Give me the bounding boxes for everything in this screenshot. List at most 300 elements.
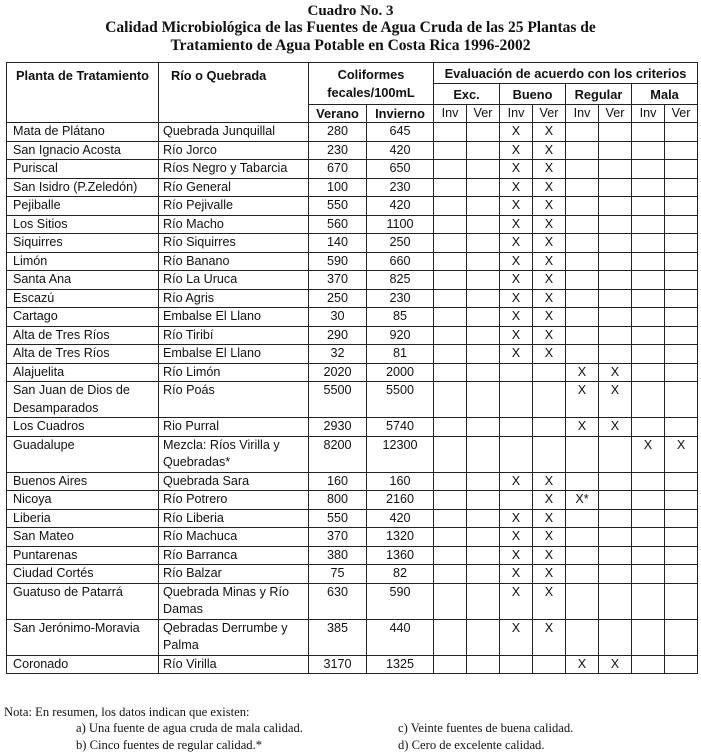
exc-ver-mark	[467, 418, 500, 437]
mala-inv-mark	[632, 141, 665, 160]
regular-inv-mark	[566, 583, 599, 619]
exc-ver-mark	[467, 271, 500, 290]
regular-inv-mark	[566, 345, 599, 364]
bueno-inv-mark: X	[500, 160, 533, 179]
bueno-ver-mark: X	[533, 123, 566, 142]
river-name-cell: Río La Uruca	[159, 271, 309, 290]
regular-inv-mark	[566, 565, 599, 584]
bueno-ver-mark: X	[533, 546, 566, 565]
exc-ver-mark	[467, 565, 500, 584]
bueno-ver-mark: X	[533, 160, 566, 179]
exc-ver-mark	[467, 308, 500, 327]
header-mala: Mala	[632, 84, 698, 105]
header-bueno: Bueno	[500, 84, 566, 105]
exc-inv-mark	[434, 528, 467, 547]
regular-inv-mark	[566, 271, 599, 290]
exc-inv-mark	[434, 491, 467, 510]
regular-ver-mark	[599, 234, 632, 253]
mala-ver-mark	[665, 382, 698, 418]
bueno-ver-mark: X	[533, 583, 566, 619]
mala-inv-mark	[632, 289, 665, 308]
verano-value-cell: 3170	[309, 655, 367, 674]
bueno-ver-mark: X	[533, 509, 566, 528]
mala-ver-mark	[665, 363, 698, 382]
exc-ver-mark	[467, 491, 500, 510]
note-b: b) Cinco fuentes de regular calidad.*	[76, 738, 263, 752]
bueno-inv-mark: X	[500, 509, 533, 528]
exc-inv-mark	[434, 472, 467, 491]
regular-ver-mark	[599, 160, 632, 179]
exc-ver-mark	[467, 436, 500, 472]
regular-ver-mark	[599, 546, 632, 565]
mala-inv-mark	[632, 271, 665, 290]
mala-inv-mark	[632, 491, 665, 510]
exc-inv-mark	[434, 619, 467, 655]
header-regular-ver: Ver	[599, 105, 632, 123]
invierno-value-cell: 2160	[367, 491, 434, 510]
invierno-value-cell: 920	[367, 326, 434, 345]
regular-ver-mark	[599, 509, 632, 528]
exc-inv-mark	[434, 160, 467, 179]
bueno-inv-mark: X	[500, 141, 533, 160]
verano-value-cell: 370	[309, 271, 367, 290]
bueno-ver-mark: X	[533, 619, 566, 655]
bueno-ver-mark: X	[533, 491, 566, 510]
exc-inv-mark	[434, 326, 467, 345]
bueno-inv-mark: X	[500, 619, 533, 655]
header-mala-inv: Inv	[632, 105, 665, 123]
invierno-value-cell: 1100	[367, 215, 434, 234]
verano-value-cell: 670	[309, 160, 367, 179]
regular-ver-mark	[599, 528, 632, 547]
mala-inv-mark	[632, 197, 665, 216]
plant-name-cell: Ciudad Cortés	[7, 565, 159, 584]
exc-ver-mark	[467, 363, 500, 382]
regular-inv-mark: X	[566, 382, 599, 418]
table-row	[7, 215, 698, 234]
table-row	[7, 271, 698, 290]
header-regular-inv: Inv	[566, 105, 599, 123]
verano-value-cell: 5500	[309, 382, 367, 418]
river-name-cell: Río Siquirres	[159, 234, 309, 253]
exc-ver-mark	[467, 655, 500, 674]
verano-value-cell: 380	[309, 546, 367, 565]
mala-inv-mark	[632, 215, 665, 234]
bueno-ver-mark: X	[533, 308, 566, 327]
table-row	[7, 345, 698, 364]
bueno-inv-mark: X	[500, 583, 533, 619]
river-name-cell: Embalse El Llano	[159, 345, 309, 364]
river-name-cell: Río Banano	[159, 252, 309, 271]
exc-inv-mark	[434, 197, 467, 216]
regular-inv-mark	[566, 252, 599, 271]
verano-value-cell: 30	[309, 308, 367, 327]
mala-inv-mark	[632, 308, 665, 327]
plant-name-cell: San Jerónimo-Moravia	[7, 619, 159, 655]
bueno-ver-mark: X	[533, 565, 566, 584]
river-name-cell: Embalse El Llano	[159, 308, 309, 327]
bueno-inv-mark: X	[500, 215, 533, 234]
plant-name-cell: Cartago	[7, 308, 159, 327]
mala-ver-mark	[665, 197, 698, 216]
bueno-ver-mark	[533, 436, 566, 472]
plant-name-cell: Buenos Aires	[7, 472, 159, 491]
mala-ver-mark	[665, 509, 698, 528]
plant-name-cell: Siquirres	[7, 234, 159, 253]
verano-value-cell: 32	[309, 345, 367, 364]
regular-ver-mark: X	[599, 655, 632, 674]
bueno-inv-mark: X	[500, 565, 533, 584]
invierno-value-cell: 645	[367, 123, 434, 142]
regular-inv-mark	[566, 308, 599, 327]
table-row	[7, 491, 698, 510]
mala-ver-mark	[665, 178, 698, 197]
table-row	[7, 123, 698, 142]
verano-value-cell: 140	[309, 234, 367, 253]
exc-ver-mark	[467, 583, 500, 619]
plant-name-cell: Guatuso de Patarrá	[7, 583, 159, 619]
mala-inv-mark	[632, 583, 665, 619]
table-row	[7, 509, 698, 528]
regular-ver-mark	[599, 123, 632, 142]
bueno-ver-mark: X	[533, 197, 566, 216]
table-row	[7, 160, 698, 179]
bueno-ver-mark: X	[533, 178, 566, 197]
bueno-ver-mark: X	[533, 326, 566, 345]
exc-ver-mark	[467, 215, 500, 234]
river-name-cell: Rio Purral	[159, 418, 309, 437]
bueno-inv-mark: X	[500, 528, 533, 547]
river-name-cell: Río Poás	[159, 382, 309, 418]
bueno-ver-mark: X	[533, 252, 566, 271]
mala-inv-mark	[632, 472, 665, 491]
table-title-line1: Calidad Microbiológica de las Fuentes de Agua Cruda de las 25 Plantas de	[105, 19, 596, 36]
table-row	[7, 382, 698, 418]
invierno-value-cell: 825	[367, 271, 434, 290]
exc-inv-mark	[434, 234, 467, 253]
plant-name-cell: Santa Ana	[7, 271, 159, 290]
header-bueno-ver: Ver	[533, 105, 566, 123]
header-exc-ver: Ver	[467, 105, 500, 123]
bueno-inv-mark: X	[500, 546, 533, 565]
table-row	[7, 418, 698, 437]
invierno-value-cell: 5500	[367, 382, 434, 418]
regular-ver-mark	[599, 619, 632, 655]
regular-ver-mark	[599, 436, 632, 472]
invierno-value-cell: 160	[367, 472, 434, 491]
regular-ver-mark	[599, 583, 632, 619]
header-invierno: Invierno	[367, 105, 434, 123]
verano-value-cell: 550	[309, 509, 367, 528]
bueno-ver-mark	[533, 655, 566, 674]
invierno-value-cell: 81	[367, 345, 434, 364]
river-name-cell: Mezcla: Ríos Virilla y Quebradas*	[159, 436, 309, 472]
plant-name-cell: San Ignacio Acosta	[7, 141, 159, 160]
mala-ver-mark	[665, 528, 698, 547]
invierno-value-cell: 650	[367, 160, 434, 179]
mala-ver-mark	[665, 619, 698, 655]
mala-inv-mark	[632, 178, 665, 197]
verano-value-cell: 2020	[309, 363, 367, 382]
mala-inv-mark	[632, 565, 665, 584]
mala-ver-mark	[665, 655, 698, 674]
exc-ver-mark	[467, 345, 500, 364]
invierno-value-cell: 440	[367, 619, 434, 655]
exc-ver-mark	[467, 234, 500, 253]
plant-name-cell: Alajuelita	[7, 363, 159, 382]
header-bueno-inv: Inv	[500, 105, 533, 123]
mala-inv-mark: X	[632, 436, 665, 472]
exc-inv-mark	[434, 308, 467, 327]
exc-inv-mark	[434, 289, 467, 308]
verano-value-cell: 160	[309, 472, 367, 491]
verano-value-cell: 250	[309, 289, 367, 308]
exc-ver-mark	[467, 472, 500, 491]
table-row	[7, 308, 698, 327]
mala-ver-mark	[665, 123, 698, 142]
plant-name-cell: Coronado	[7, 655, 159, 674]
invierno-value-cell: 1360	[367, 546, 434, 565]
plant-name-cell: Alta de Tres Ríos	[7, 326, 159, 345]
mala-ver-mark	[665, 418, 698, 437]
water-quality-table	[6, 62, 698, 674]
exc-inv-mark	[434, 382, 467, 418]
verano-value-cell: 2930	[309, 418, 367, 437]
verano-value-cell: 800	[309, 491, 367, 510]
note-intro: Nota: En resumen, los datos indican que existen:	[4, 705, 250, 719]
header-exc-inv: Inv	[434, 105, 467, 123]
invierno-value-cell: 230	[367, 178, 434, 197]
regular-inv-mark	[566, 141, 599, 160]
regular-ver-mark: X	[599, 363, 632, 382]
river-name-cell: Río Barranca	[159, 546, 309, 565]
plant-name-cell: Liberia	[7, 509, 159, 528]
verano-value-cell: 560	[309, 215, 367, 234]
mala-inv-mark	[632, 326, 665, 345]
regular-ver-mark	[599, 141, 632, 160]
river-name-cell: Río Virilla	[159, 655, 309, 674]
verano-value-cell: 550	[309, 197, 367, 216]
verano-value-cell: 630	[309, 583, 367, 619]
mala-ver-mark	[665, 252, 698, 271]
river-name-cell: Río Limón	[159, 363, 309, 382]
river-name-cell: Río Macho	[159, 215, 309, 234]
river-name-cell: Río Tiribí	[159, 326, 309, 345]
river-name-cell: Río Potrero	[159, 491, 309, 510]
plant-name-cell: San Isidro (P.Zeledón)	[7, 178, 159, 197]
regular-inv-mark	[566, 178, 599, 197]
river-name-cell: Río Machuca	[159, 528, 309, 547]
bueno-inv-mark: X	[500, 345, 533, 364]
plant-name-cell: Mata de Plátano	[7, 123, 159, 142]
river-name-cell: Río Liberia	[159, 509, 309, 528]
river-name-cell: Río Pejivalle	[159, 197, 309, 216]
invierno-value-cell: 420	[367, 141, 434, 160]
verano-value-cell: 290	[309, 326, 367, 345]
plant-name-cell: Los Sitios	[7, 215, 159, 234]
bueno-inv-mark	[500, 363, 533, 382]
bueno-inv-mark: X	[500, 289, 533, 308]
mala-inv-mark	[632, 619, 665, 655]
verano-value-cell: 100	[309, 178, 367, 197]
plant-name-cell: Guadalupe	[7, 436, 159, 472]
bueno-ver-mark: X	[533, 215, 566, 234]
regular-ver-mark	[599, 308, 632, 327]
bueno-inv-mark: X	[500, 178, 533, 197]
bueno-inv-mark: X	[500, 472, 533, 491]
exc-ver-mark	[467, 141, 500, 160]
bueno-inv-mark: X	[500, 326, 533, 345]
regular-inv-mark	[566, 472, 599, 491]
exc-inv-mark	[434, 271, 467, 290]
exc-inv-mark	[434, 436, 467, 472]
exc-ver-mark	[467, 289, 500, 308]
river-name-cell: Río Jorco	[159, 141, 309, 160]
mala-inv-mark	[632, 655, 665, 674]
regular-ver-mark: X	[599, 418, 632, 437]
regular-ver-mark	[599, 252, 632, 271]
plant-name-cell: Limón	[7, 252, 159, 271]
mala-ver-mark	[665, 215, 698, 234]
mala-ver-mark: X	[665, 436, 698, 472]
table-title-line2: Tratamiento de Agua Potable en Costa Rica 1996-2002	[170, 37, 531, 54]
invierno-value-cell: 660	[367, 252, 434, 271]
table-body	[7, 123, 698, 674]
plant-name-cell: Pejiballe	[7, 197, 159, 216]
regular-inv-mark	[566, 215, 599, 234]
regular-ver-mark	[599, 472, 632, 491]
note-a: a) Una fuente de agua cruda de mala calidad.	[76, 721, 303, 735]
exc-ver-mark	[467, 619, 500, 655]
header-river: Río o Quebrada	[159, 63, 309, 123]
mala-inv-mark	[632, 418, 665, 437]
bueno-ver-mark	[533, 363, 566, 382]
plant-name-cell: Alta de Tres Ríos	[7, 345, 159, 364]
regular-inv-mark	[566, 289, 599, 308]
river-name-cell: Río Agris	[159, 289, 309, 308]
exc-inv-mark	[434, 141, 467, 160]
exc-inv-mark	[434, 565, 467, 584]
exc-inv-mark	[434, 509, 467, 528]
mala-ver-mark	[665, 546, 698, 565]
header-regular: Regular	[566, 84, 632, 105]
exc-inv-mark	[434, 363, 467, 382]
regular-ver-mark	[599, 565, 632, 584]
invierno-value-cell: 5740	[367, 418, 434, 437]
bueno-ver-mark: X	[533, 141, 566, 160]
verano-value-cell: 385	[309, 619, 367, 655]
bueno-inv-mark: X	[500, 271, 533, 290]
table-row	[7, 141, 698, 160]
exc-inv-mark	[434, 546, 467, 565]
bueno-inv-mark: X	[500, 308, 533, 327]
exc-inv-mark	[434, 418, 467, 437]
regular-ver-mark	[599, 491, 632, 510]
bueno-ver-mark	[533, 418, 566, 437]
exc-ver-mark	[467, 382, 500, 418]
bueno-ver-mark: X	[533, 234, 566, 253]
regular-inv-mark	[566, 160, 599, 179]
invierno-value-cell: 590	[367, 583, 434, 619]
exc-inv-mark	[434, 345, 467, 364]
header-coliform: Coliformes fecales/100mL	[309, 63, 434, 105]
exc-ver-mark	[467, 326, 500, 345]
regular-ver-mark	[599, 215, 632, 234]
regular-ver-mark	[599, 326, 632, 345]
table-row	[7, 363, 698, 382]
bueno-inv-mark: X	[500, 123, 533, 142]
plant-name-cell: San Mateo	[7, 528, 159, 547]
mala-inv-mark	[632, 546, 665, 565]
bueno-ver-mark: X	[533, 271, 566, 290]
mala-ver-mark	[665, 271, 698, 290]
exc-ver-mark	[467, 178, 500, 197]
regular-inv-mark	[566, 234, 599, 253]
bueno-ver-mark: X	[533, 289, 566, 308]
regular-ver-mark	[599, 178, 632, 197]
table-row	[7, 583, 698, 619]
invierno-value-cell: 85	[367, 308, 434, 327]
regular-inv-mark	[566, 123, 599, 142]
mala-inv-mark	[632, 509, 665, 528]
mala-inv-mark	[632, 382, 665, 418]
exc-ver-mark	[467, 123, 500, 142]
mala-ver-mark	[665, 308, 698, 327]
invierno-value-cell: 420	[367, 197, 434, 216]
table-row	[7, 565, 698, 584]
river-name-cell: Quebrada Minas y Río Damas	[159, 583, 309, 619]
plant-name-cell: Los Cuadros	[7, 418, 159, 437]
river-name-cell: Ríos Negro y Tabarcia	[159, 160, 309, 179]
exc-inv-mark	[434, 123, 467, 142]
mala-inv-mark	[632, 345, 665, 364]
exc-ver-mark	[467, 546, 500, 565]
header-mala-ver: Ver	[665, 105, 698, 123]
plant-name-cell: Escazú	[7, 289, 159, 308]
header-evaluation: Evaluación de acuerdo con los criterios	[434, 63, 698, 84]
mala-inv-mark	[632, 363, 665, 382]
regular-inv-mark	[566, 326, 599, 345]
exc-ver-mark	[467, 160, 500, 179]
exc-ver-mark	[467, 509, 500, 528]
invierno-value-cell: 1320	[367, 528, 434, 547]
bueno-ver-mark: X	[533, 472, 566, 491]
regular-inv-mark: X	[566, 418, 599, 437]
invierno-value-cell: 1325	[367, 655, 434, 674]
bueno-inv-mark: X	[500, 234, 533, 253]
bueno-ver-mark: X	[533, 345, 566, 364]
regular-inv-mark: X*	[566, 491, 599, 510]
table-row	[7, 472, 698, 491]
bueno-inv-mark	[500, 491, 533, 510]
mala-ver-mark	[665, 345, 698, 364]
river-name-cell: Río General	[159, 178, 309, 197]
regular-ver-mark	[599, 345, 632, 364]
bueno-inv-mark	[500, 436, 533, 472]
table-number: Cuadro No. 3	[307, 3, 394, 19]
mala-ver-mark	[665, 565, 698, 584]
mala-ver-mark	[665, 234, 698, 253]
mala-ver-mark	[665, 326, 698, 345]
table-row	[7, 178, 698, 197]
regular-inv-mark: X	[566, 655, 599, 674]
verano-value-cell: 230	[309, 141, 367, 160]
verano-value-cell: 370	[309, 528, 367, 547]
mala-inv-mark	[632, 528, 665, 547]
exc-inv-mark	[434, 583, 467, 619]
regular-inv-mark: X	[566, 363, 599, 382]
mala-ver-mark	[665, 141, 698, 160]
